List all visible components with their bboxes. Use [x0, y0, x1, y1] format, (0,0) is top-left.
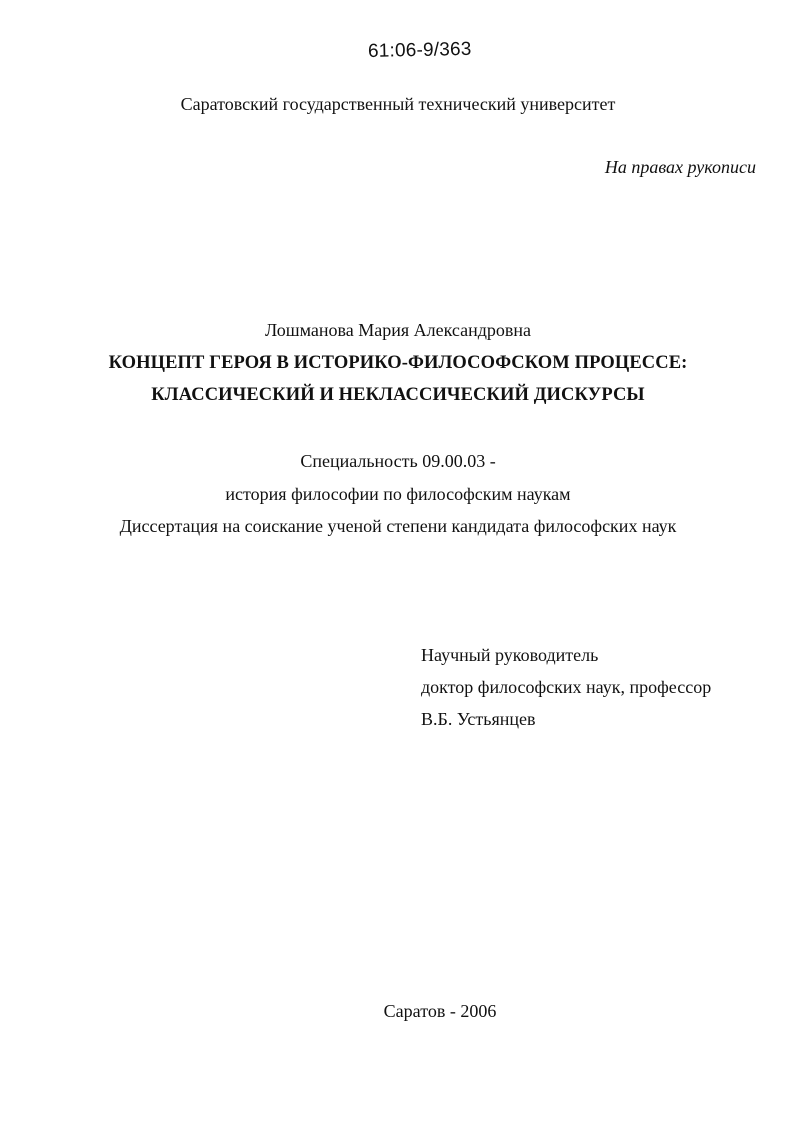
- specialty-code: Специальность 09.00.03 -: [300, 451, 496, 471]
- dissertation-title-line-1: КОНЦЕПТ ГЕРОЯ В ИСТОРИКО-ФИЛОСОФСКОМ ПРОЦЕССЕ:: [108, 353, 688, 373]
- supervisor-credentials: доктор философских наук, профессор: [421, 677, 712, 697]
- degree-statement: Диссертация на соискание ученой степени кандидата философских наук: [119, 516, 677, 536]
- author-name: Лошманова Мария Александровна: [264, 320, 532, 340]
- supervisor-name: В.Б. Устьянцев: [421, 709, 536, 729]
- catalog-code: 61:06-9/363: [367, 38, 472, 62]
- dissertation-title-line-2: КЛАССИЧЕСКИЙ И НЕКЛАССИЧЕСКИЙ ДИСКУРСЫ: [151, 385, 645, 405]
- university-name: Саратовский государственный технический университет: [180, 94, 616, 114]
- manuscript-rights-note: На правах рукописи: [604, 157, 756, 177]
- supervisor-role: Научный руководитель: [421, 645, 599, 665]
- city-year: Саратов - 2006: [383, 1001, 497, 1021]
- specialty-name: история философии по философским наукам: [225, 484, 571, 504]
